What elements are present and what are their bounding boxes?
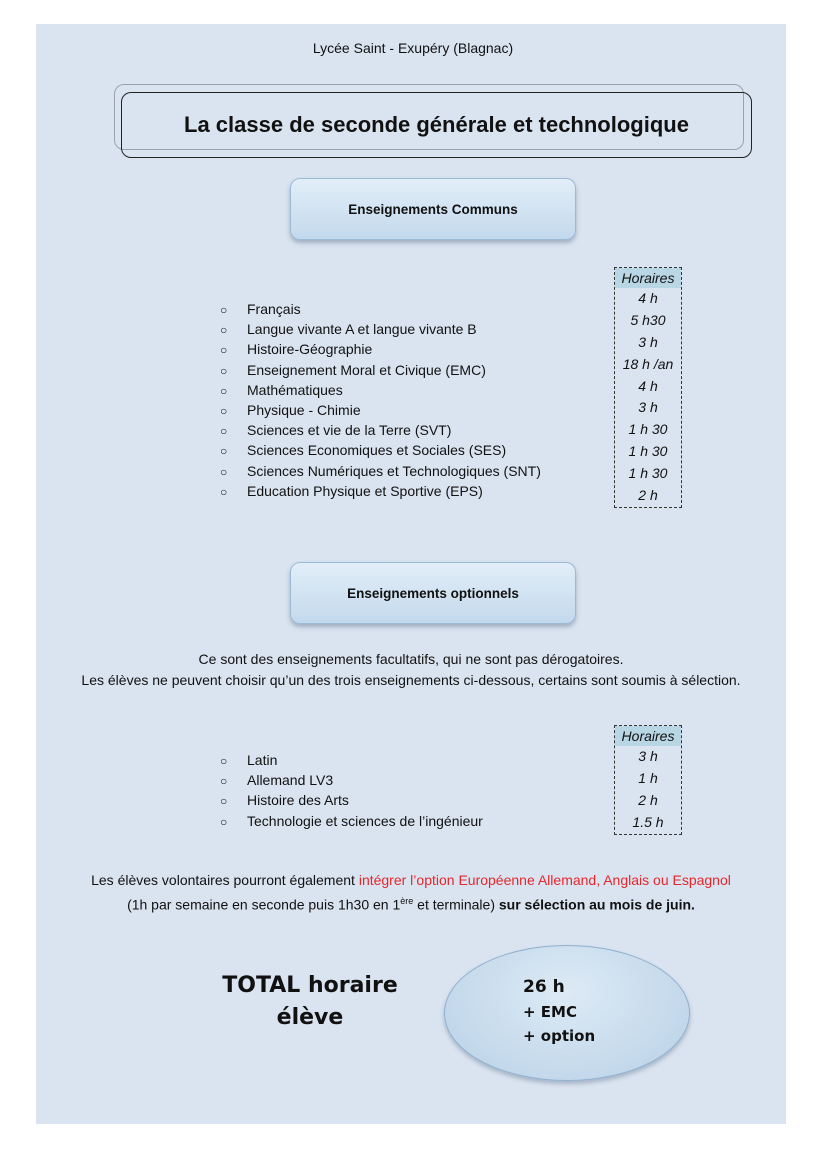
subject-label: Enseignement Moral et Civique (EMC) <box>247 361 486 378</box>
page-title: La classe de seconde générale et technologique <box>121 92 752 158</box>
hours-header: Horaires <box>615 268 681 288</box>
list-item <box>220 461 541 481</box>
hours-cell: 3 h <box>638 333 658 350</box>
subject-label: Histoire des Arts <box>247 792 349 809</box>
bullet-icon: ○ <box>220 444 228 459</box>
list-item <box>220 360 541 380</box>
bullet-icon: ○ <box>220 754 228 768</box>
subject-label: Sciences et vie de la Terre (SVT) <box>247 422 452 439</box>
bullet-icon: ○ <box>220 484 228 499</box>
hours-cell: 18 h /an <box>622 355 674 372</box>
list-item <box>220 750 483 770</box>
list-item <box>220 420 541 440</box>
common-subject-list <box>220 299 541 501</box>
bullet-icon: ○ <box>220 424 228 439</box>
intro-line: Les élèves ne peuvent choisir qu’un des trois enseignements ci-dessous, certains sont soumis à sélection. <box>81 672 741 688</box>
subject-label: Education Physique et Sportive (EPS) <box>247 482 483 499</box>
hours-cell: 5 h30 <box>630 311 666 328</box>
hours-cell: 1 h 30 <box>628 443 668 460</box>
bullet-icon: ○ <box>220 323 228 338</box>
subject-label: Français <box>247 301 301 317</box>
optional-subject-list <box>220 750 483 831</box>
list-item <box>220 790 483 810</box>
subject-label: Sciences Economiques et Sociales (SES) <box>247 442 507 459</box>
european-superscript: ère <box>400 896 414 906</box>
bullet-icon: ○ <box>220 403 228 418</box>
bullet-icon: ○ <box>220 383 228 398</box>
subject-label: Allemand LV3 <box>247 772 334 789</box>
hours-cell: 3 h <box>638 399 658 416</box>
bullet-icon: ○ <box>220 303 228 317</box>
hours-cell: 4 h <box>638 290 658 306</box>
hours-cell: 1 h <box>638 769 658 786</box>
list-item <box>220 339 541 359</box>
list-item <box>220 380 541 400</box>
bullet-icon: ○ <box>220 464 228 479</box>
total-extra: + option <box>523 1027 596 1045</box>
bullet-icon: ○ <box>220 794 228 809</box>
bullet-icon: ○ <box>220 774 228 789</box>
hours-cell: 2 h <box>638 487 658 504</box>
bullet-icon: ○ <box>220 343 228 358</box>
subject-label: Langue vivante A et langue vivante B <box>247 321 477 338</box>
hours-cell: 4 h <box>638 377 658 394</box>
intro-line: Ce sont des enseignements facultatifs, qui ne sont pas dérogatoires. <box>198 651 624 667</box>
european-line-1 <box>36 870 786 891</box>
list-item <box>220 481 541 501</box>
european-intro: Les élèves volontaires pourront également <box>91 872 359 888</box>
total-extra: + EMC <box>523 1003 577 1021</box>
optional-intro <box>36 649 786 691</box>
list-item <box>220 319 541 339</box>
list-item <box>220 440 541 460</box>
european-detail-end: et terminale) <box>413 896 499 913</box>
bullet-icon: ○ <box>220 363 228 378</box>
total-label-line: TOTAL horaire <box>222 973 398 998</box>
total-label-line: élève <box>276 1005 344 1030</box>
european-selection-note: sur sélection au mois de juin. <box>498 896 695 913</box>
european-detail: (1h par semaine en seconde puis 1h30 en 1 <box>127 896 401 913</box>
school-name: Lycée Saint - Exupéry (Blagnac) <box>312 40 514 56</box>
hours-cell: 1 h 30 <box>628 465 668 482</box>
subject-label: Latin <box>247 752 278 768</box>
common-heading: Enseignements Communs <box>290 178 576 240</box>
total-hours-value: 26 h <box>523 977 565 997</box>
hours-cell: 3 h <box>638 748 658 764</box>
subject-label: Physique - Chimie <box>247 401 361 418</box>
european-highlight: intégrer l’option Européenne Allemand, Anglais ou Espagnol <box>358 872 731 888</box>
hours-cell: 1 h 30 <box>628 421 668 438</box>
optional-hours-table <box>614 725 682 835</box>
hours-cell: 2 h <box>638 791 658 808</box>
list-item <box>220 770 483 790</box>
total-hours-text <box>523 974 595 1048</box>
european-line-2 <box>36 891 786 916</box>
hours-header: Horaires <box>615 726 681 746</box>
subject-label: Sciences Numériques et Technologiques (SNT) <box>247 462 541 479</box>
bullet-icon: ○ <box>220 814 228 829</box>
subject-label: Histoire-Géographie <box>247 341 373 358</box>
subject-label: Mathématiques <box>247 381 343 398</box>
list-item <box>220 811 483 831</box>
list-item <box>220 400 541 420</box>
list-item <box>220 299 541 319</box>
total-hours-ellipse <box>444 945 690 1081</box>
common-hours-table <box>614 267 682 508</box>
total-label <box>200 970 420 1034</box>
hours-cell: 1.5 h <box>632 813 664 830</box>
subject-label: Technologie et sciences de l’ingénieur <box>247 812 483 829</box>
european-option-text <box>36 870 786 916</box>
optional-heading: Enseignements optionnels <box>290 562 576 624</box>
